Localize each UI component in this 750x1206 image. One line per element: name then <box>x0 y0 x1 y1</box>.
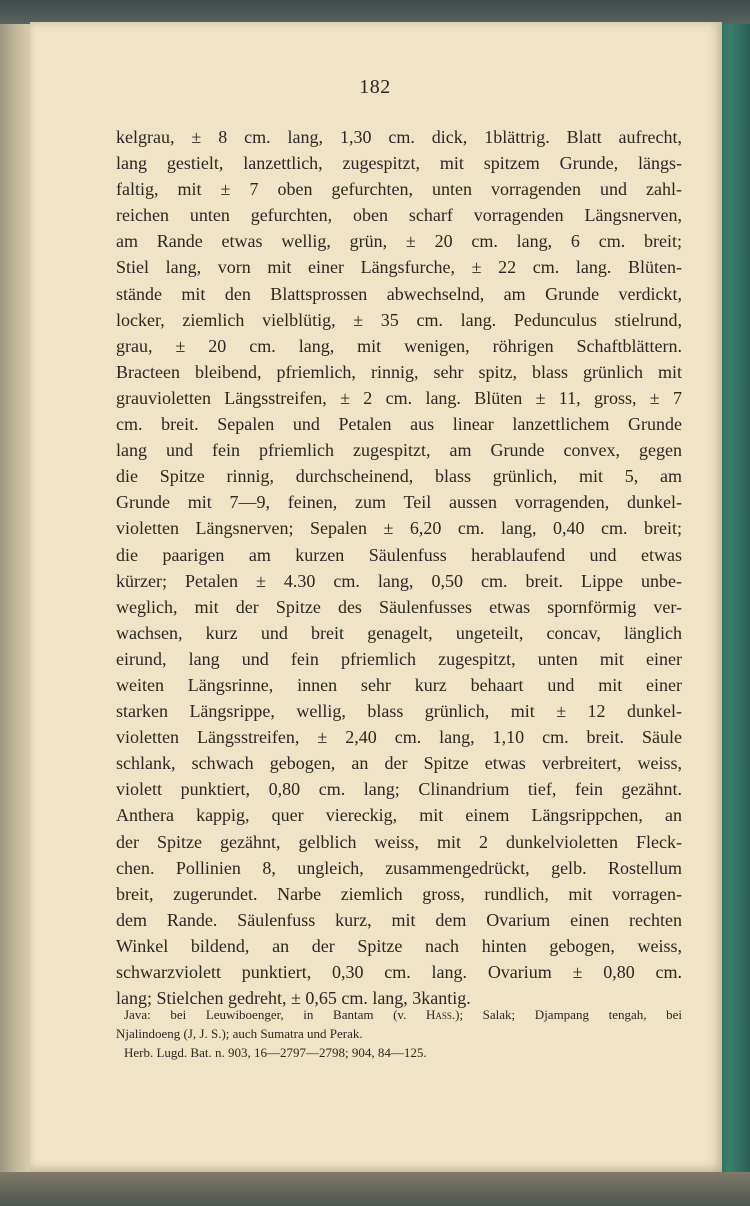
text-line: weglich, mit der Spitze des Säulenfusses etwas spornförmig ver- <box>116 596 682 617</box>
text-line: weiten Längsrinne, innen sehr kurz behaart und mit einer <box>116 674 682 695</box>
text-line: lang gestielt, lanzettlich, zugespitzt, mit spitzem Grunde, längs- <box>116 153 682 174</box>
text-line: wachsen, kurz und breit genagelt, ungeteilt, concav, länglich <box>116 622 682 643</box>
footnote-collector: Hass. <box>425 1007 456 1022</box>
text-line: lang; Stielchen gedreht, ± 0,65 cm. lang, 3kantig. <box>116 988 471 1009</box>
text-line: eirund, lang und fein pfriemlich zugespitzt, unten mit einer <box>116 648 682 669</box>
text-line: der Spitze gezähnt, gelblich weiss, mit 2 dunkelvioletten Fleck- <box>116 831 682 852</box>
text-line: chen. Pollinien 8, ungleich, zusammengedrückt, gelb. Rostellum <box>116 857 682 878</box>
scan-bottom-edge <box>0 1172 750 1206</box>
body-text <box>116 124 682 1011</box>
text-line: Grunde mit 7—9, feinen, zum Teil aussen vorragenden, dunkel- <box>116 492 682 513</box>
text-line: lang und fein pfriemlich zugespitzt, am Grunde convex, gegen <box>116 440 682 461</box>
footnote-line <box>116 1005 682 1024</box>
left-page-edge <box>0 24 32 1174</box>
text-line: dem Rande. Säulenfuss kurz, mit dem Ovarium einen rechten <box>116 909 682 930</box>
footnote-text: Java: bei Leuwiboenger, in Bantam (v. <box>124 1007 426 1022</box>
text-line: locker, ziemlich vielblütig, ± 35 cm. lang. Pedunculus stielrund, <box>116 309 682 330</box>
text-line: die Spitze rinnig, durchscheinend, blass grünlich, mit 5, am <box>116 466 682 487</box>
text-line: breit, zugerundet. Narbe ziemlich gross, rundlich, mit vorragen- <box>116 883 682 904</box>
text-line: Anthera kappig, quer viereckig, mit einem Längsrippchen, an <box>116 805 682 826</box>
page-number: 182 <box>359 76 391 98</box>
text-line: grauvioletten Längsstreifen, ± 2 cm. lang. Blüten ± 11, gross, ± 7 <box>116 387 682 408</box>
text-line: violetten Längsstreifen, ± 2,40 cm. lang, 1,10 cm. breit. Säule <box>116 727 682 748</box>
footnotes <box>116 1005 682 1062</box>
text-line: violett punktiert, 0,80 cm. lang; Clinandrium tief, fein gezähnt. <box>116 779 682 800</box>
text-line: starken Längsrippe, wellig, blass grünlich, mit ± 12 dunkel- <box>116 701 682 722</box>
footnote-line: Njalindoeng (J, J. S.); auch Sumatra und Perak. <box>116 1026 363 1041</box>
scan-top-edge <box>0 0 750 24</box>
text-line: stände mit den Blattsprossen abwechselnd, am Grunde verdickt, <box>116 283 682 304</box>
text-line: die paarigen am kurzen Säulenfuss herablaufend und etwas <box>116 544 682 565</box>
text-line: schlank, schwach gebogen, an der Spitze etwas verbreitert, weiss, <box>116 753 682 774</box>
text-line: reichen unten gefurchten, oben scharf vorragenden Längsnerven, <box>116 205 682 226</box>
footnote-text: ); Salak; Djampang tengah, bei <box>455 1007 682 1022</box>
text-line: violetten Längsnerven; Sepalen ± 6,20 cm. lang, 0,40 cm. breit; <box>116 518 682 539</box>
text-line: Winkel bildend, an der Spitze nach hinten gebogen, weiss, <box>116 935 682 956</box>
text-line: kürzer; Petalen ± 4.30 cm. lang, 0,50 cm. breit. Lippe unbe- <box>116 570 682 591</box>
text-line: Stiel lang, vorn mit einer Längsfurche, ± 22 cm. lang. Blüten- <box>116 257 682 278</box>
herbarium-reference: Herb. Lugd. Bat. n. 903, 16—2797—2798; 904, 84—125. <box>124 1045 427 1060</box>
text-line: kelgrau, ± 8 cm. lang, 1,30 cm. dick, 1blättrig. Blatt aufrecht, <box>116 127 682 147</box>
text-line: am Rande etwas wellig, grün, ± 20 cm. lang, 6 cm. breit; <box>116 231 682 252</box>
text-line: cm. breit. Sepalen und Petalen aus linear lanzettlichem Grunde <box>116 414 682 435</box>
text-line: schwarzviolett punktiert, 0,30 cm. lang. Ovarium ± 0,80 cm. <box>116 962 682 982</box>
text-line: grau, ± 20 cm. lang, mit wenigen, röhrigen Schaftblättern. <box>116 335 682 356</box>
text-line: faltig, mit ± 7 oben gefurchten, unten vorragenden und zahl- <box>116 179 682 200</box>
text-line: Bracteen bleibend, pfriemlich, rinnig, sehr spitz, blass grünlich mit <box>116 361 682 382</box>
